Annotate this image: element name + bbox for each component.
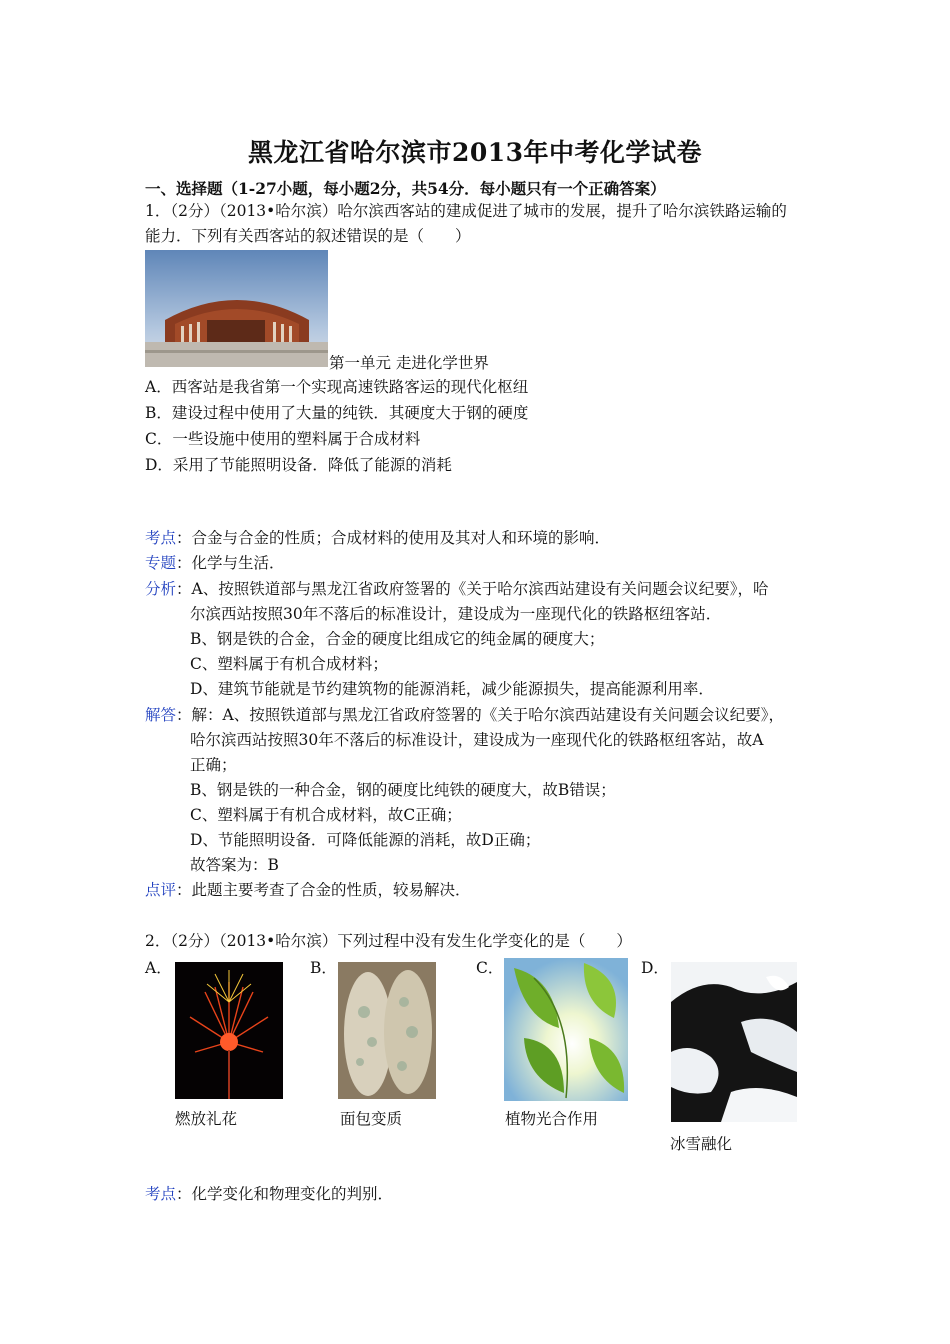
fenxi-line: D、建筑节能就是节约建筑物的能源消耗，减少能源损失，提高能源利用率．: [190, 680, 714, 698]
fenxi-line: 尔滨西站按照30年不落后的标准设计，建设成为一座现代化的铁路枢纽客站．: [190, 605, 722, 623]
q2-option-a-letter: A．: [145, 959, 172, 977]
jieda-line: 故答案为：B: [190, 856, 279, 874]
jieda-line: B、钢是铁的一种合金，钢的硬度比纯铁的硬度大，故B错误；: [190, 781, 616, 799]
q2-option-b-letter: B．: [310, 959, 337, 977]
fenxi-line: C、塑料属于有机合成材料；: [190, 655, 388, 673]
fenxi-line: ：A、按照铁道部与黑龙江省政府签署的《关于哈尔滨西站建设有关问题会议纪要》，哈: [176, 580, 769, 598]
q2-option-a-caption: 燃放礼花: [175, 1110, 238, 1128]
q1-option-a: A．西客站是我省第一个实现高速铁路客运的现代化枢纽: [145, 378, 529, 396]
kaodian-text: ：合金与合金的性质；合成材料的使用及其对人和环境的影响．: [176, 529, 611, 547]
dianping-text: ：此题主要考查了合金的性质，较易解决．: [176, 881, 471, 899]
q1-fenxi: [145, 579, 768, 599]
kaodian-label: 考点: [145, 529, 177, 547]
q1-option-c: C．一些设施中使用的塑料属于合成材料: [145, 430, 421, 448]
fenxi-line: B、钢是铁的合金，合金的硬度比组成它的纯金属的硬度大；: [190, 630, 605, 648]
q1-dianping: [145, 880, 471, 900]
station-photo: [145, 250, 328, 367]
fireworks-image: [175, 962, 283, 1099]
q2-option-d-caption: 冰雪融化: [670, 1135, 733, 1153]
q1-option-b: B．建设过程中使用了大量的纯铁．其硬度大于钢的硬度: [145, 404, 529, 422]
q1-image-caption: 第一单元 走进化学世界: [329, 354, 489, 372]
moldy-bread-image: [338, 962, 436, 1099]
page-title: 黑龙江省哈尔滨市2013年中考化学试卷: [247, 138, 703, 167]
q1-zhuanti: [145, 553, 285, 573]
fenxi-label: 分析: [145, 580, 177, 598]
plant-leaves-image: [504, 958, 628, 1101]
q2-stem: 2．（2分）（2013•哈尔滨）下列过程中没有发生化学变化的是（ ）: [145, 932, 632, 950]
q1-kaodian: [145, 528, 610, 548]
q2-kaodian: [145, 1184, 393, 1204]
jieda-line: 正确；: [190, 756, 237, 774]
jieda-line: 哈尔滨西站按照30年不落后的标准设计，建设成为一座现代化的铁路枢纽客站，故A: [190, 731, 764, 749]
jieda-line: C、塑料属于有机合成材料，故C正确；: [190, 806, 462, 824]
zhuanti-label: 专题: [145, 554, 177, 572]
q2-option-c-caption: 植物光合作用: [505, 1110, 599, 1128]
q1-jieda: [145, 705, 784, 725]
jieda-line: D、节能照明设备．可降低能源的消耗，故D正确；: [190, 831, 541, 849]
q2-option-b-caption: 面包变质: [340, 1110, 403, 1128]
q1-stem-line2: 能力．下列有关西客站的叙述错误的是（ ）: [145, 227, 471, 245]
jieda-label: 解答: [145, 706, 177, 724]
kaodian-label: 考点: [145, 1185, 177, 1203]
dianping-label: 点评: [145, 881, 177, 899]
q1-option-d: D．采用了节能照明设备．降低了能源的消耗: [145, 456, 452, 474]
kaodian-text: ：化学变化和物理变化的判别．: [176, 1185, 394, 1203]
zhuanti-text: ：化学与生活．: [176, 554, 285, 572]
snow-melting-image: [671, 962, 797, 1122]
section-heading: 一、选择题（1-27小题，每小题2分，共54分．每小题只有一个正确答案）: [145, 179, 666, 198]
jieda-line: ：解：A、按照铁道部与黑龙江省政府签署的《关于哈尔滨西站建设有关问题会议纪要》，: [176, 706, 784, 724]
q1-stem-line1: 1．（2分）（2013•哈尔滨）哈尔滨西客站的建成促进了城市的发展，提升了哈尔滨铁路运输的: [145, 202, 787, 220]
q2-option-d-letter: D．: [641, 959, 669, 977]
q2-option-c-letter: C．: [476, 959, 504, 977]
